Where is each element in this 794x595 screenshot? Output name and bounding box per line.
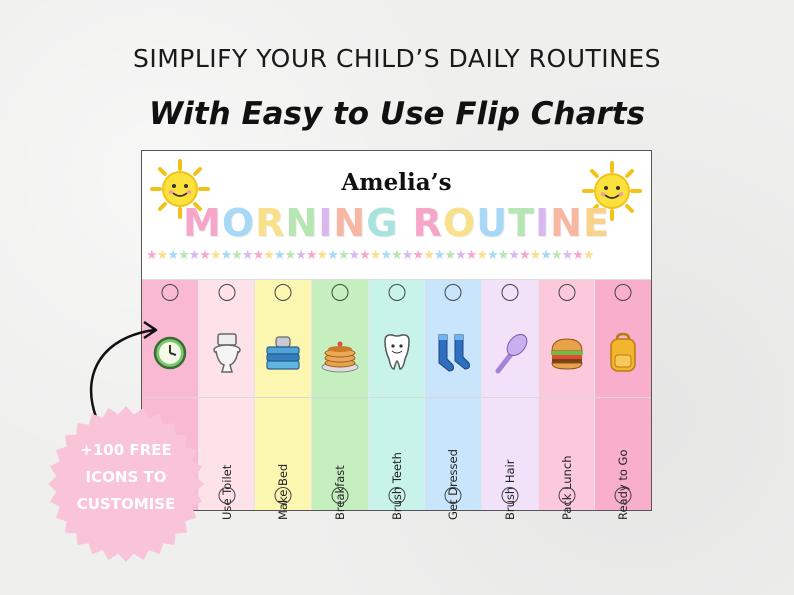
star-icon: ★: [369, 248, 381, 263]
task-label: Use Toilet: [219, 464, 234, 520]
star-icon: ★: [487, 248, 498, 263]
task-label: Get Dressed: [446, 449, 461, 520]
divider: [369, 397, 425, 398]
title-letter: N: [550, 201, 583, 245]
toilet-icon: [199, 308, 255, 398]
ring-hole: [445, 487, 462, 504]
star-icon: ★: [209, 248, 221, 263]
badge-line: CUSTOMISE: [76, 495, 176, 513]
star-icon: ★: [582, 248, 594, 263]
title-letter: G: [366, 201, 399, 245]
bed-icon: [255, 308, 311, 398]
divider: [482, 397, 538, 398]
title-letter: R: [412, 201, 443, 245]
task-label: Ready to Go: [616, 449, 631, 520]
star-icon: ★: [305, 248, 317, 263]
ring-hole: [501, 284, 518, 301]
divider: [595, 397, 651, 398]
ring-hole: [558, 487, 575, 504]
title-letter: R: [255, 201, 286, 245]
star-icon: ★: [444, 248, 456, 263]
task-column[interactable]: [595, 280, 651, 520]
task-column[interactable]: [425, 280, 482, 520]
routine-chart: [141, 150, 652, 520]
star-icon: ★: [359, 248, 370, 263]
badge-line: ICONS TO: [85, 468, 167, 486]
star-icon: ★: [518, 248, 530, 263]
title-letter: N: [285, 201, 319, 245]
burger-icon: [539, 308, 595, 398]
task-column[interactable]: [312, 280, 369, 520]
star-icon: ★: [177, 248, 189, 263]
star-icon: ★: [316, 248, 328, 263]
ring-hole: [218, 487, 235, 504]
star-icon: ★: [263, 248, 274, 263]
divider: [539, 397, 595, 398]
title-letter: I: [318, 201, 334, 245]
star-icon: ★: [188, 248, 200, 263]
star-icon: ★: [540, 248, 551, 263]
star-icon: ★: [497, 248, 509, 263]
subheadline: With Easy to Use Flip Charts: [148, 96, 646, 132]
star-icon: ★: [348, 248, 360, 263]
divider: [199, 397, 255, 398]
title-letter: I: [535, 201, 551, 245]
chart-header: [142, 151, 651, 279]
task-label: Breakfast: [332, 465, 347, 520]
star-icon: ★: [433, 248, 445, 263]
badge-line: +100 FREE: [80, 441, 172, 459]
title-letter: T: [508, 201, 536, 245]
task-column[interactable]: [539, 280, 596, 520]
ring-hole: [161, 284, 178, 301]
task-label: Pack Lunch: [559, 455, 574, 520]
star-icon: ★: [220, 248, 232, 263]
task-label: Brush Hair: [502, 459, 517, 520]
title-letter: E: [582, 201, 610, 245]
badge-text: [46, 437, 206, 518]
ring-hole: [388, 487, 405, 504]
backpack-icon: [595, 308, 651, 398]
title-letter: U: [476, 201, 509, 245]
star-icon: ★: [231, 248, 242, 263]
star-icon: ★: [273, 248, 285, 263]
task-column[interactable]: [482, 280, 539, 520]
task-column[interactable]: [369, 280, 426, 520]
task-column[interactable]: [255, 280, 312, 520]
star-icon: ★: [327, 248, 338, 263]
star-icon: ★: [156, 248, 168, 263]
star-icon: ★: [146, 248, 157, 263]
ring-hole: [331, 284, 348, 301]
title-letter: O: [221, 201, 256, 245]
hairbrush-icon: [482, 308, 538, 398]
star-icon: ★: [337, 248, 349, 263]
task-label: Make Bed: [276, 463, 291, 520]
star-icon: ★: [401, 248, 413, 263]
task-columns: [142, 279, 651, 520]
ring-hole: [388, 284, 405, 301]
ring-hole: [331, 487, 348, 504]
ring-hole: [275, 487, 292, 504]
star-icon: ★: [529, 248, 541, 263]
star-icon: ★: [412, 248, 424, 263]
star-icon: ★: [476, 248, 487, 263]
divider: [255, 397, 311, 398]
star-border: [146, 247, 651, 265]
ring-hole: [501, 487, 518, 504]
divider: [312, 397, 368, 398]
headline: SIMPLIFY YOUR CHILD’S DAILY ROUTINES: [132, 44, 662, 73]
star-icon: ★: [167, 248, 178, 263]
star-icon: ★: [199, 248, 210, 263]
task-column[interactable]: [199, 280, 256, 520]
divider: [425, 397, 481, 398]
star-icon: ★: [423, 248, 434, 263]
star-icon: ★: [241, 248, 253, 263]
star-icon: ★: [252, 248, 264, 263]
title-letter: N: [333, 201, 367, 245]
star-icon: ★: [380, 248, 392, 263]
star-icon: ★: [465, 248, 477, 263]
ring-hole: [445, 284, 462, 301]
routine-title: [142, 201, 651, 245]
star-icon: ★: [455, 248, 466, 263]
star-icon: ★: [561, 248, 573, 263]
task-label: Brush Teeth: [389, 452, 404, 520]
title-letter: O: [442, 201, 477, 245]
ring-hole: [275, 284, 292, 301]
socks-icon: [425, 308, 481, 398]
star-icon: ★: [295, 248, 306, 263]
star-icon: ★: [572, 248, 583, 263]
title-letter: [398, 201, 412, 245]
title-letter: M: [183, 201, 222, 245]
ring-hole: [558, 284, 575, 301]
star-icon: ★: [508, 248, 519, 263]
star-icon: ★: [550, 248, 562, 263]
star-icon: ★: [284, 248, 296, 263]
ring-hole: [615, 487, 632, 504]
star-icon: ★: [391, 248, 402, 263]
pancakes-icon: [312, 308, 368, 398]
ring-hole: [218, 284, 235, 301]
owner-name: Amelia’s: [341, 169, 452, 196]
ring-hole: [615, 284, 632, 301]
tooth-icon: [369, 308, 425, 398]
